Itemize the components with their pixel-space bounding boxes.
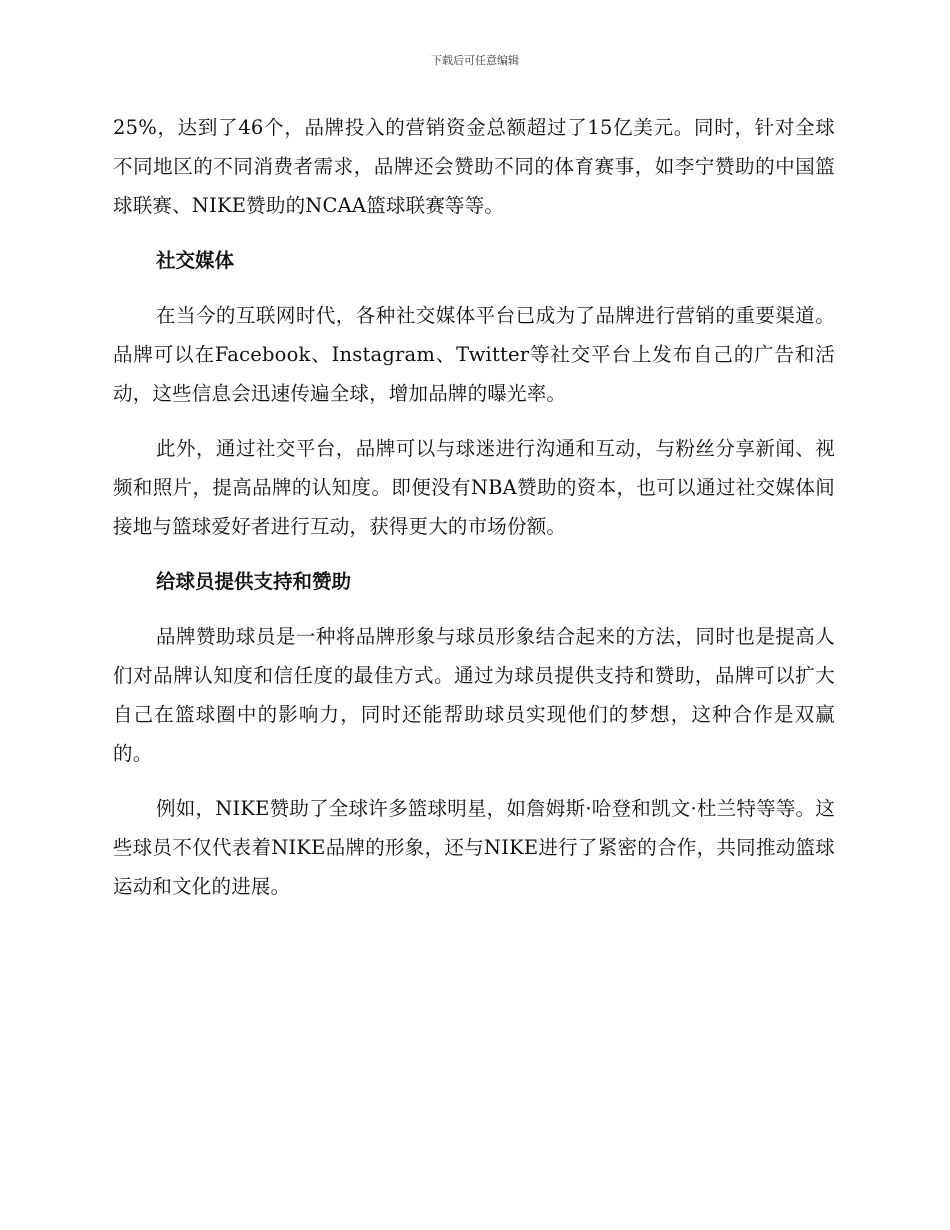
paragraph-social-media-interaction: 此外，通过社交平台，品牌可以与球迷进行沟通和互动，与粉丝分享新闻、视频和照片，提高品牌的认知度。即便没有NBA赞助的资本，也可以通过社交媒体间接地与篮球爱好者进行互动，获得更大的市场份额。 [113,437,835,538]
paragraph-social-media-intro: 在当今的互联网时代，各种社交媒体平台已成为了品牌进行营销的重要渠道。品牌可以在Facebook、Instagram、Twitter等社交平台上发布自己的广告和活动，这些信息会迅速传遍全球，增加品牌的曝光率。 [113,304,835,405]
section-heading-player-sponsorship: 给球员提供支持和赞助 [156,570,352,593]
page-header: 下载后可任意编辑 [431,54,519,67]
document-body [113,108,835,922]
paragraph-nike-example: 例如，NIKE赞助了全球许多篮球明星，如詹姆斯·哈登和凯文·杜兰特等等。这些球员不仅代表着NIKE品牌的形象，还与NIKE进行了紧密的合作，共同推动篮球运动和文化的进展。 [113,797,835,898]
paragraph-player-sponsorship: 品牌赞助球员是一种将品牌形象与球员形象结合起来的方法，同时也是提高人们对品牌认知度和信任度的最佳方式。通过为球员提供支持和赞助，品牌可以扩大自己在篮球圈中的影响力，同时还能帮助球员实现他们的梦想，这种合作是双赢的。 [113,625,835,765]
section-heading-social-media: 社交媒体 [156,249,235,272]
paragraph-continued: 25%，达到了46个，品牌投入的营销资金总额超过了15亿美元。同时，针对全球不同地区的不同消费者需求，品牌还会赞助不同的体育赛事，如李宁赞助的中国篮球联赛、NIKE赞助的NCAA篮球联赛等等。 [113,116,835,217]
